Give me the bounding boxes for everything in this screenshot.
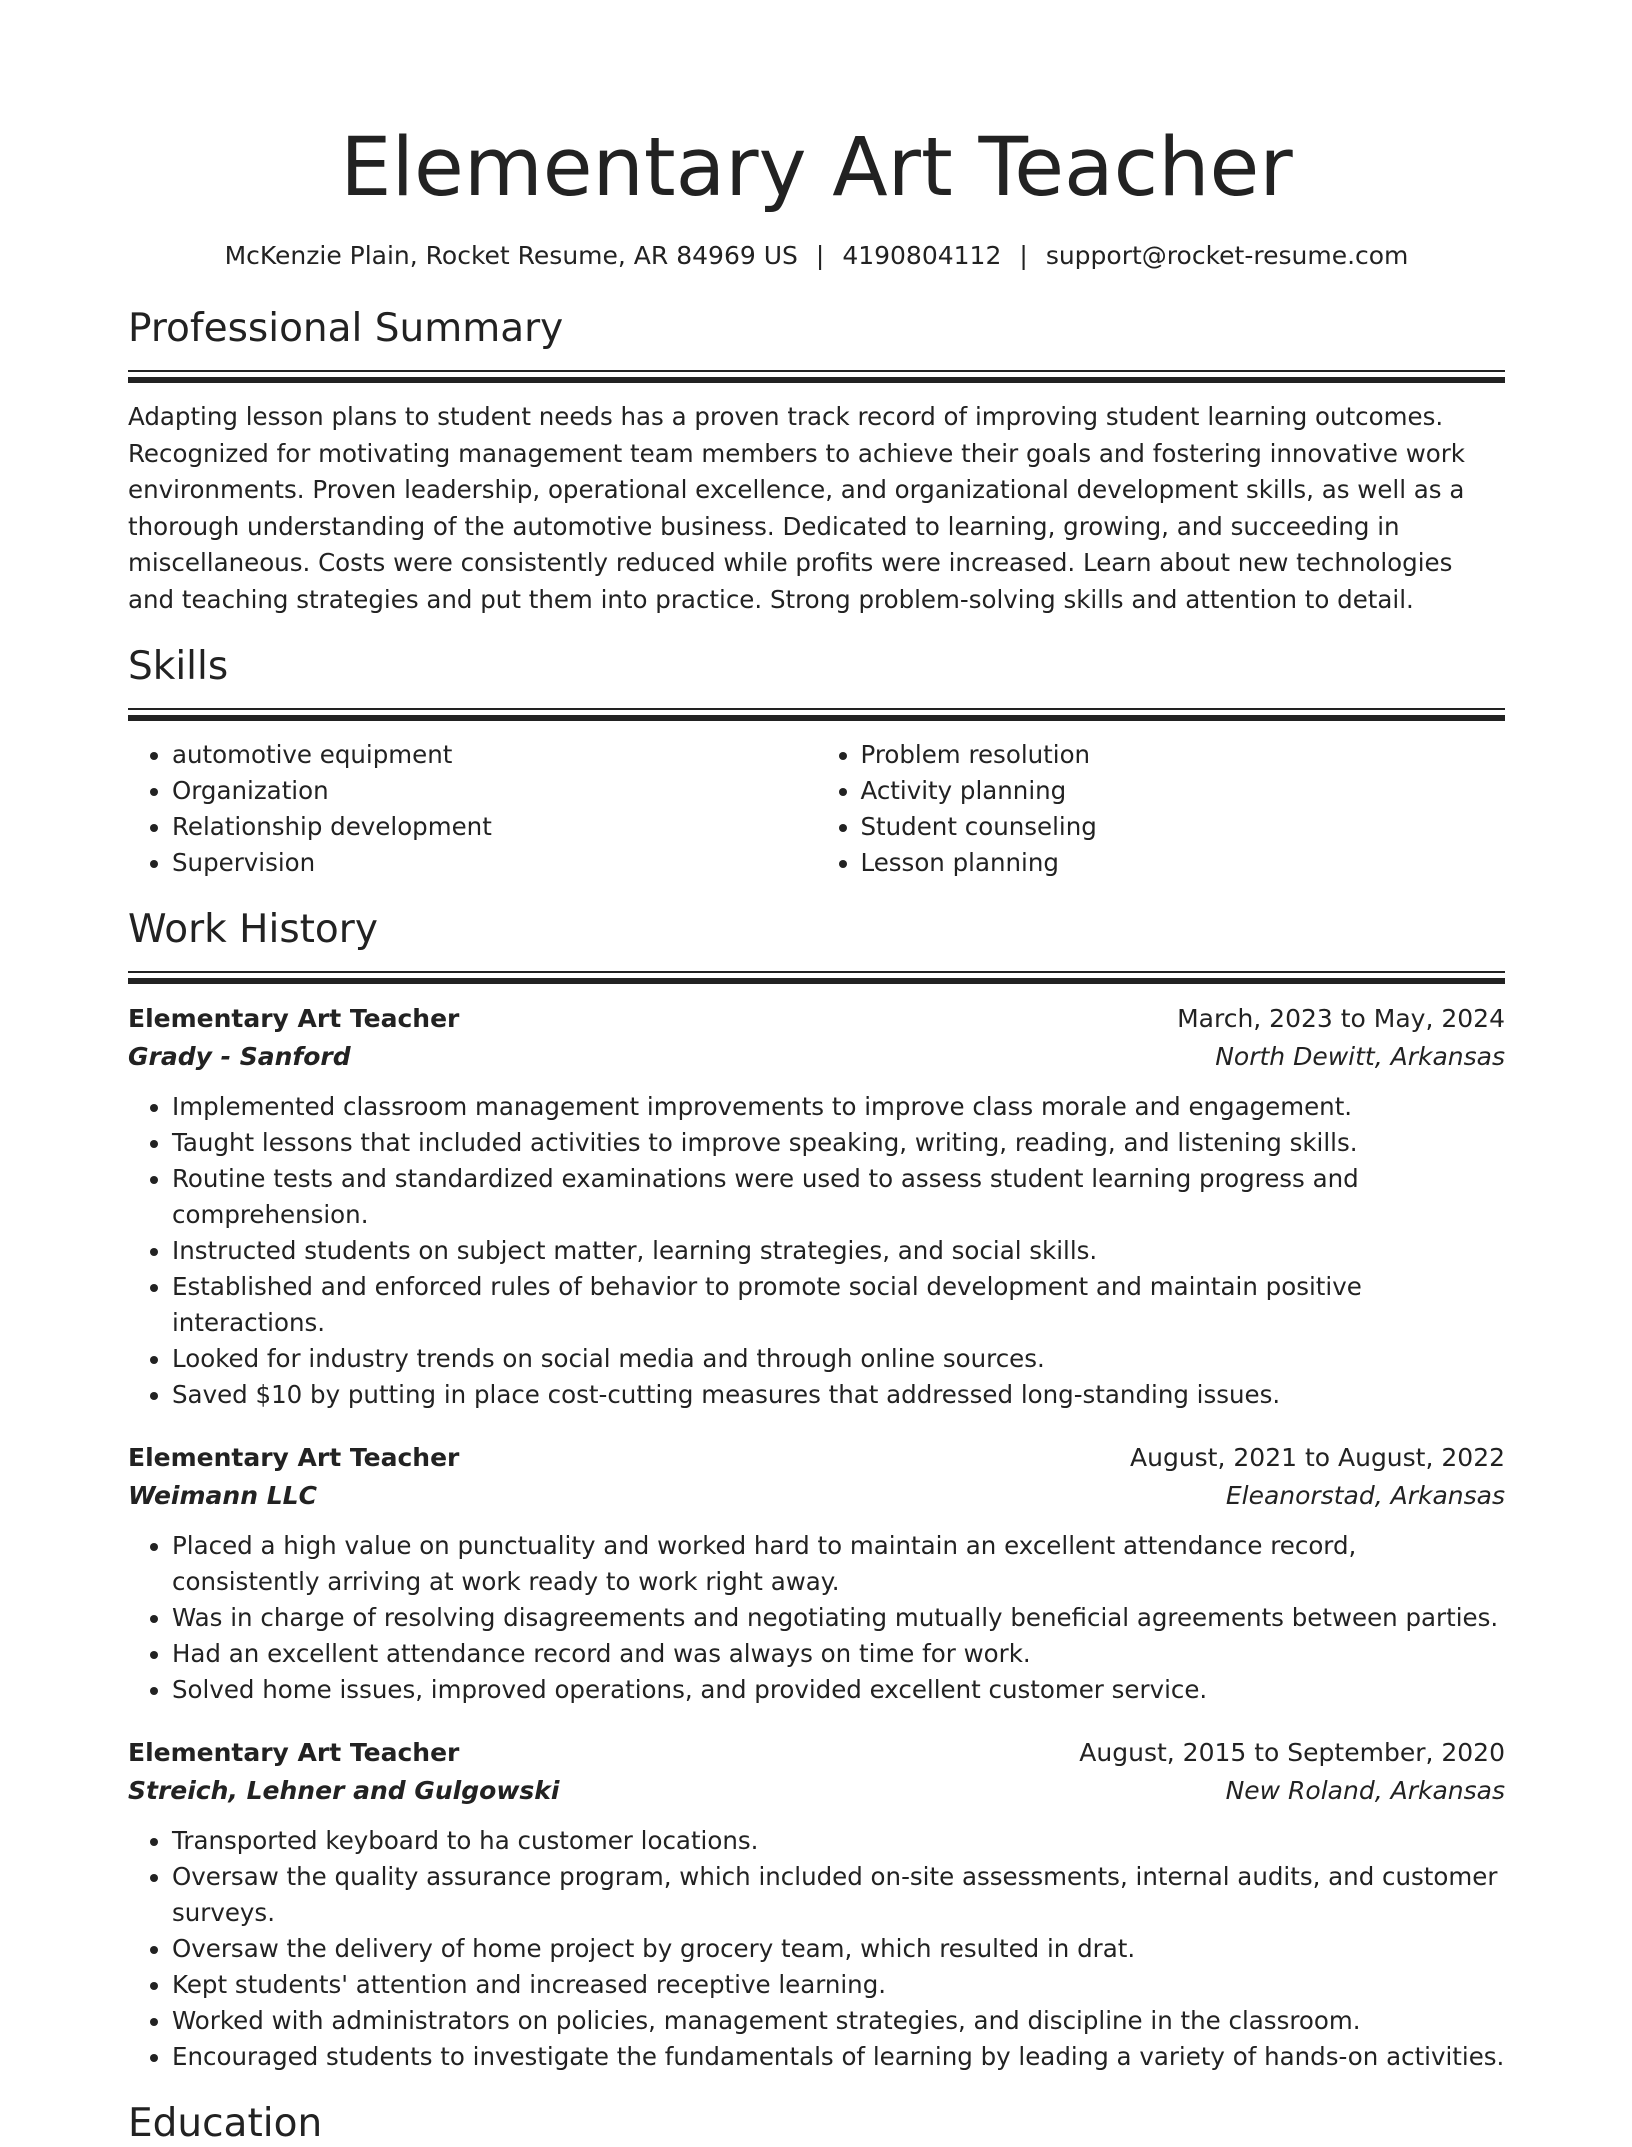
job-location: New Roland, Arkansas — [1225, 1776, 1505, 1805]
skill-item: • Problem resolution — [861, 737, 1506, 773]
job-bullet-list — [128, 1089, 1505, 1413]
skills-columns — [128, 737, 1505, 881]
skill-item: • Relationship development — [172, 809, 817, 845]
job-bullet: • Kept students' attention and increased receptive learning. — [172, 1967, 1505, 2003]
section-divider — [128, 370, 1505, 383]
job-title: Elementary Art Teacher — [128, 1443, 460, 1472]
contact-line — [128, 238, 1505, 274]
job-company-row — [128, 1772, 1505, 1810]
summary-section — [128, 306, 1505, 618]
contact-separator: | — [1019, 241, 1028, 270]
job-entry — [128, 1000, 1505, 1413]
section-heading-work-history: Work History — [128, 907, 378, 952]
job-company: Weimann LLC — [128, 1481, 317, 1510]
skills-left-list — [128, 737, 817, 881]
job-company-row — [128, 1038, 1505, 1076]
job-location: Eleanorstad, Arkansas — [1225, 1481, 1505, 1510]
section-heading-skills: Skills — [128, 644, 229, 689]
job-entry — [128, 1734, 1505, 2075]
job-bullet: • Transported keyboard to ha customer locations. — [172, 1823, 1505, 1859]
job-company-row — [128, 1477, 1505, 1515]
job-bullet: • Was in charge of resolving disagreements and negotiating mutually beneficial agreements between parties. — [172, 1600, 1505, 1636]
education-section — [128, 2101, 1505, 2147]
work-history-section — [128, 907, 1505, 2075]
skills-right-list — [817, 737, 1506, 881]
job-bullet: • Established and enforced rules of behavior to promote social development and maintain positive interactions. — [172, 1269, 1505, 1341]
section-divider — [128, 971, 1505, 984]
skills-section — [128, 644, 1505, 881]
contact-phone: 4190804112 — [842, 241, 1002, 270]
job-bullet-list — [128, 1823, 1505, 2075]
skill-item: • Supervision — [172, 845, 817, 881]
job-dates: March, 2023 to May, 2024 — [1177, 1004, 1505, 1033]
contact-email: support@rocket-resume.com — [1045, 241, 1409, 270]
job-company: Grady - Sanford — [128, 1042, 351, 1071]
job-bullet: • Looked for industry trends on social media and through online sources. — [172, 1341, 1505, 1377]
job-title: Elementary Art Teacher — [128, 1738, 460, 1767]
resume-title: Elementary Art Teacher — [340, 121, 1293, 215]
job-entry — [128, 1439, 1505, 1708]
job-bullet: • Taught lessons that included activities to improve speaking, writing, reading, and listening skills. — [172, 1125, 1505, 1161]
job-title: Elementary Art Teacher — [128, 1004, 460, 1033]
skill-item: • automotive equipment — [172, 737, 817, 773]
section-divider — [128, 708, 1505, 721]
job-bullet: • Placed a high value on punctuality and worked hard to maintain an excellent attendance record, consistently arriving at work ready to work right away. — [172, 1528, 1505, 1600]
job-bullet: • Implemented classroom management improvements to improve class morale and engagement. — [172, 1089, 1505, 1125]
contact-address: McKenzie Plain, Rocket Resume, AR 84969 US — [224, 241, 798, 270]
section-heading-education: Education — [128, 2101, 323, 2146]
job-bullet: • Had an excellent attendance record and was always on time for work. — [172, 1636, 1505, 1672]
skill-item: • Organization — [172, 773, 817, 809]
job-company: Streich, Lehner and Gulgowski — [128, 1776, 560, 1805]
job-header-row — [128, 1000, 1505, 1038]
summary-text: Adapting lesson plans to student needs has a proven track record of improving student learning outcomes. Recognized for motivating management team members to achieve their goals and fostering innovative work environments. Proven leadership, operational excellence, and organizational development skills, as well as a thorough understanding of the automotive business. Dedicated to learning, growing, and succeeding in miscellaneous. Costs were consistently reduced while profits were increased. Learn about new technologies and teaching strategies and put them into practice. Strong problem-solving skills and attention to detail. — [128, 402, 1465, 614]
job-bullet: • Solved home issues, improved operations, and provided excellent customer service. — [172, 1672, 1505, 1708]
skill-item: • Activity planning — [861, 773, 1506, 809]
job-bullet: • Encouraged students to investigate the fundamentals of learning by leading a variety of hands-on activities. — [172, 2039, 1505, 2075]
job-bullet: • Saved $10 by putting in place cost-cutting measures that addressed long-standing issues. — [172, 1377, 1505, 1413]
job-header-row — [128, 1439, 1505, 1477]
job-bullet: • Oversaw the quality assurance program, which included on-site assessments, internal audits, and customer surveys. — [172, 1859, 1505, 1931]
job-header-row — [128, 1734, 1505, 1772]
job-bullet-list — [128, 1528, 1505, 1708]
job-bullet: • Worked with administrators on policies, management strategies, and discipline in the classroom. — [172, 2003, 1505, 2039]
job-bullet: • Routine tests and standardized examinations were used to assess student learning progress and comprehension. — [172, 1161, 1505, 1233]
job-dates: August, 2015 to September, 2020 — [1079, 1738, 1505, 1767]
section-heading-summary: Professional Summary — [128, 306, 564, 351]
job-dates: August, 2021 to August, 2022 — [1130, 1443, 1505, 1472]
contact-separator: | — [815, 241, 825, 270]
job-bullet: • Instructed students on subject matter, learning strategies, and social skills. — [172, 1233, 1505, 1269]
job-location: North Dewitt, Arkansas — [1215, 1042, 1505, 1071]
skill-item: • Student counseling — [861, 809, 1506, 845]
job-bullet: • Oversaw the delivery of home project by grocery team, which resulted in drat. — [172, 1931, 1505, 1967]
skill-item: • Lesson planning — [861, 845, 1506, 881]
